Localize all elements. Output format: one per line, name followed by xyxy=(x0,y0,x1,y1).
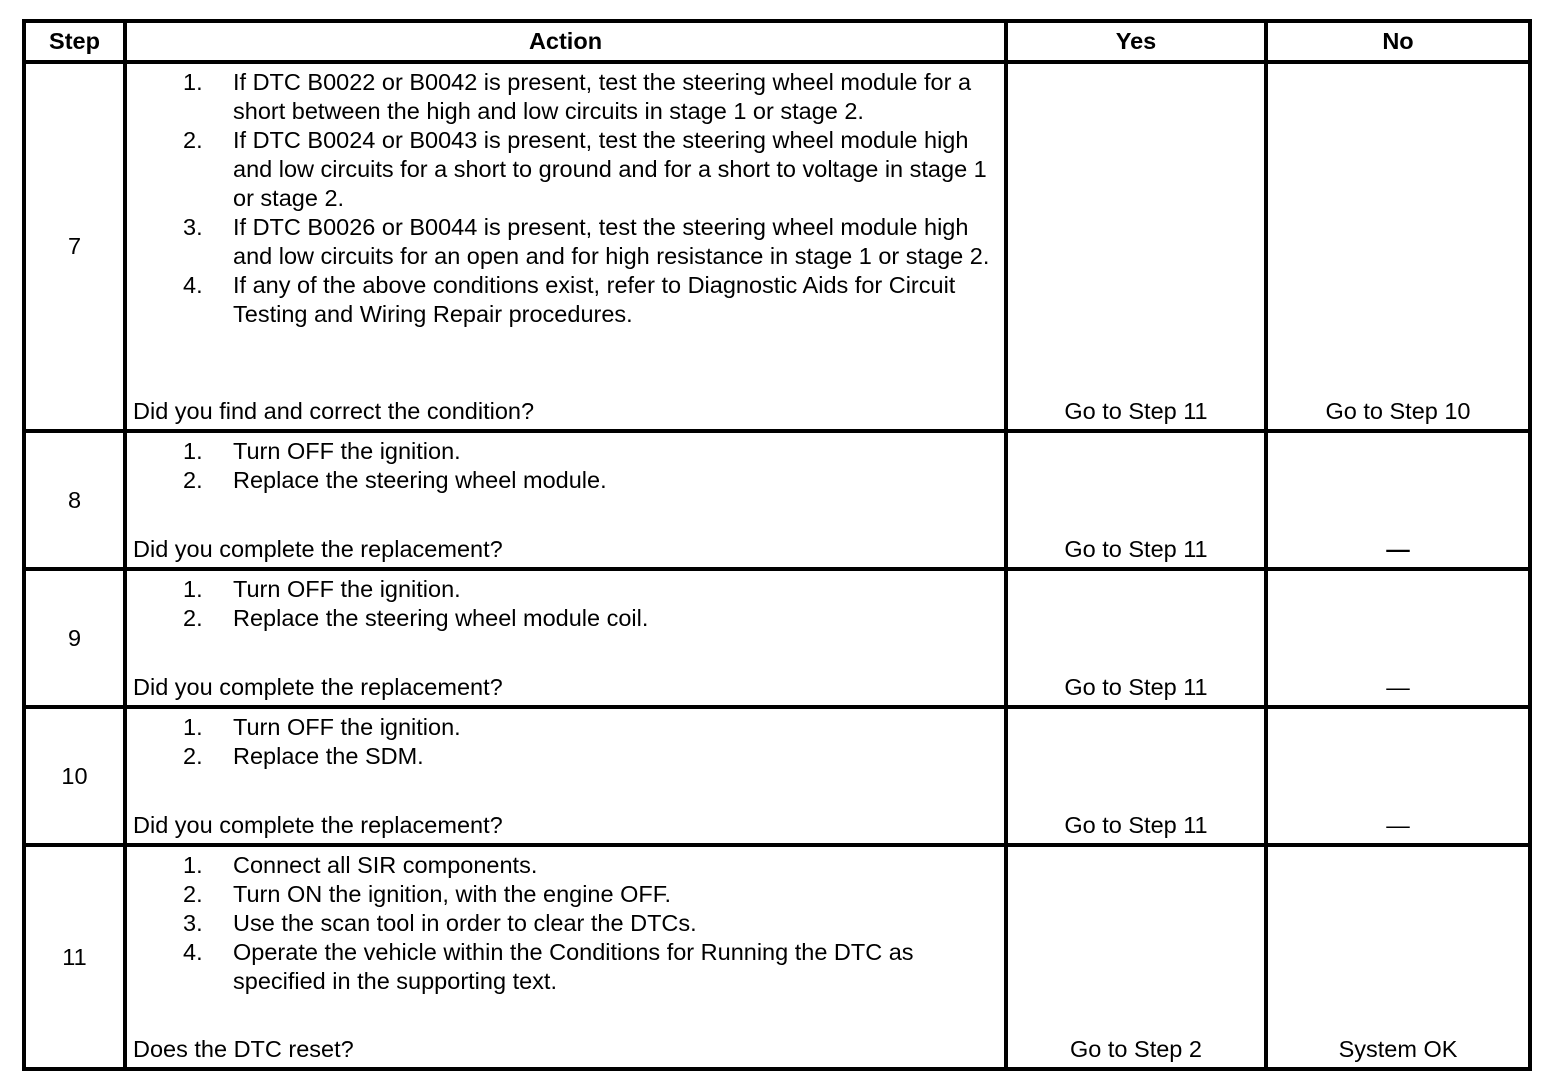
item-text: Turn OFF the ignition. xyxy=(233,576,461,602)
step-number: 10 xyxy=(24,707,125,845)
header-no: No xyxy=(1266,21,1530,62)
list-item xyxy=(133,68,998,126)
item-number: 4. xyxy=(183,939,203,965)
action-list xyxy=(133,68,998,329)
dash-text: — xyxy=(1386,674,1410,700)
item-number: 3. xyxy=(183,214,203,240)
item-text: Turn OFF the ignition. xyxy=(233,438,461,464)
item-number: 2. xyxy=(183,605,203,631)
list-item xyxy=(133,271,998,329)
action-cell xyxy=(125,569,1006,707)
item-text: Turn ON the ignition, with the engine OFF. xyxy=(233,881,672,907)
item-number: 2. xyxy=(183,743,203,769)
table-row xyxy=(24,845,1530,1069)
item-text: Replace the steering wheel module coil. xyxy=(233,605,649,631)
item-text: Replace the SDM. xyxy=(233,743,424,769)
list-item xyxy=(133,575,998,604)
table-row xyxy=(24,707,1530,845)
item-number: 1. xyxy=(183,576,203,602)
list-item xyxy=(133,126,998,213)
item-number: 4. xyxy=(183,272,203,298)
item-text: If DTC B0026 or B0044 is present, test the steering wheel module high and low circuits for an open and for high resistance in stage 1 or stage 2. xyxy=(233,214,990,269)
step-number: 9 xyxy=(24,569,125,707)
question-text: Did you find and correct the condition? xyxy=(133,398,535,424)
yes-result: Go to Step 11 xyxy=(1006,707,1266,845)
question-text: Did you complete the replacement? xyxy=(133,674,503,700)
no-result: Go to Step 10 xyxy=(1266,62,1530,431)
table-row xyxy=(24,62,1530,431)
dash-text: — xyxy=(1386,812,1410,838)
item-number: 2. xyxy=(183,467,203,493)
item-text: Operate the vehicle within the Conditions for Running the DTC as specified in the supporting text. xyxy=(233,939,914,994)
question-text: Does the DTC reset? xyxy=(133,1036,354,1062)
list-item xyxy=(133,213,998,271)
list-item xyxy=(133,909,998,938)
item-number: 3. xyxy=(183,910,203,936)
item-number: 2. xyxy=(183,127,203,153)
step-number: 11 xyxy=(24,845,125,1069)
action-cell xyxy=(125,845,1006,1069)
header-action: Action xyxy=(125,21,1006,62)
item-text: If DTC B0022 or B0042 is present, test the steering wheel module for a short between the high and low circuits in stage 1 or stage 2. xyxy=(233,69,972,124)
step-number: 8 xyxy=(24,431,125,569)
yes-result: Go to Step 11 xyxy=(1006,62,1266,431)
item-number: 1. xyxy=(183,852,203,878)
item-number: 1. xyxy=(183,69,203,95)
no-result xyxy=(1266,431,1530,569)
action-cell xyxy=(125,431,1006,569)
yes-result: Go to Step 11 xyxy=(1006,431,1266,569)
step-number: 7 xyxy=(24,62,125,431)
header-step: Step xyxy=(24,21,125,62)
item-number: 1. xyxy=(183,714,203,740)
list-item xyxy=(133,880,998,909)
action-list xyxy=(133,575,998,633)
list-item xyxy=(133,851,998,880)
item-text: If DTC B0024 or B0043 is present, test the steering wheel module high and low circuits for a short to ground and for a short to voltage in stage 1 or stage 2. xyxy=(233,127,987,211)
yes-result: Go to Step 11 xyxy=(1006,569,1266,707)
table-row xyxy=(24,569,1530,707)
table-row xyxy=(24,431,1530,569)
no-result xyxy=(1266,569,1530,707)
action-list xyxy=(133,437,998,495)
question-text: Did you complete the replacement? xyxy=(133,536,503,562)
item-text: Turn OFF the ignition. xyxy=(233,714,461,740)
list-item xyxy=(133,713,998,742)
list-item xyxy=(133,938,998,996)
item-text: Replace the steering wheel module. xyxy=(233,467,607,493)
yes-result: Go to Step 2 xyxy=(1006,845,1266,1069)
table-header-row xyxy=(24,21,1530,62)
no-result: System OK xyxy=(1266,845,1530,1069)
action-cell xyxy=(125,62,1006,431)
list-item xyxy=(133,437,998,466)
item-text: Connect all SIR components. xyxy=(233,852,538,878)
diagnostic-table xyxy=(22,19,1532,1071)
action-cell xyxy=(125,707,1006,845)
item-text: If any of the above conditions exist, refer to Diagnostic Aids for Circuit Testing and Wiring Repair procedures. xyxy=(233,272,956,327)
dash-text: — xyxy=(1386,536,1410,562)
item-number: 1. xyxy=(183,438,203,464)
action-list xyxy=(133,851,998,996)
item-number: 2. xyxy=(183,881,203,907)
header-yes: Yes xyxy=(1006,21,1266,62)
list-item xyxy=(133,466,998,495)
list-item xyxy=(133,742,998,771)
item-text: Use the scan tool in order to clear the DTCs. xyxy=(233,910,697,936)
list-item xyxy=(133,604,998,633)
action-list xyxy=(133,713,998,771)
question-text: Did you complete the replacement? xyxy=(133,812,503,838)
no-result xyxy=(1266,707,1530,845)
